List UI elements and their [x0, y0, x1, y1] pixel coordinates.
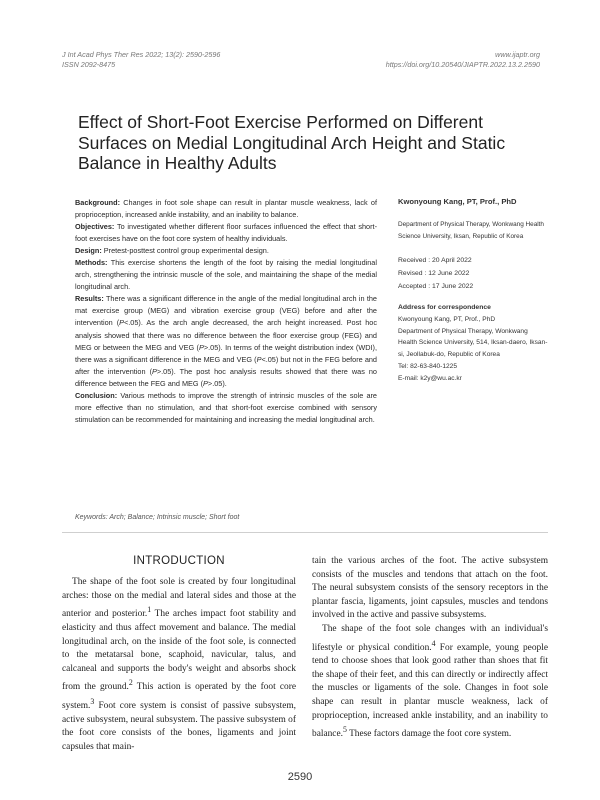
abstract-objectives: [75, 221, 377, 245]
abstract-methods: [75, 257, 377, 293]
journal-citation: [62, 50, 220, 70]
title-line-3: Balance in Healthy Adults: [78, 153, 277, 173]
intro-paragraph-2: [312, 623, 548, 742]
conclusion-text: Various methods to improve the strength of intrinsic muscles of the sole are more effective than no stimulation, and that short-foot exercise combined with sensory stimulation can be recommended for maintaining and increasing the medial longitudinal arch.: [75, 390, 377, 424]
background-label: Background:: [75, 198, 120, 207]
article-dates: [398, 254, 548, 294]
methods-text: This exercise shortens the length of the foot by raising the medial longitudinal arch, strengthening the intrinsic muscle of the sole, and maintaining the shape of the medial longitudinal arch.: [75, 258, 377, 292]
p2-text-b: For example, young people tend to choose shoes that look good rather than shoes that fit the shape of their feet, and this can directly or indirectly affect the muscles or ligaments of the sole. Changes in foot sole shape can result in plantar muscle weakness, lack of proprioception, increased ankle instability, and an inability to balance.: [312, 642, 548, 740]
correspondence-address: Department of Physical Therapy, Wonkwang Health Science University, 514, Iksan-daero, Iksan-si, Jeollabuk-do, Republic of Korea: [398, 327, 548, 359]
results-text: There was a significant difference in the angle of the medial longitudinal arch in the mat exercise group (MEG) and vibration exercise group (VEG) before and after the intervention (P<.05). As the arch angle decreased, the arch height increased. Post hoc analysis showed that there was no difference between the floor exercise group (FEG) and MEG or between the MEG and VEG (P>.05). In terms of the weight distribution index (WDI), there was a significant difference in the MEG and VEG (P<.05) but not in the FEG before and after the intervention (P>.05). The post hoc analysis results showed that there was no difference between the FEG and MEG (P>.05).: [75, 294, 377, 388]
p-value-symbol: P: [256, 354, 262, 364]
intro-column-right: [312, 555, 548, 742]
design-label: Design:: [75, 246, 102, 256]
website-link[interactable]: www.ijaptr.org: [495, 50, 540, 59]
article-title: [78, 112, 548, 174]
intro-paragraph-1-continued: tain the various arches of the foot. The active subsystem consists of the muscles and tendons that attach on the foot. The neural subsystem consists of the sensory receptors in the plantar fascia, ligaments, joint capsules, muscles and tendons involved in the active and passive subsystems.: [312, 556, 548, 621]
citation-5: 5: [342, 725, 347, 735]
p1-text-d: Foot core system is consist of passive subsystem, active subsystem, neural subsystem. The passive subsystem of the foot core consists of the bones, ligaments and joint capsules that main-: [62, 701, 296, 752]
abstract-background: [75, 197, 377, 221]
design-text: Pretest-posttest control group experimental design.: [101, 246, 269, 256]
p-value-symbol: P: [119, 318, 124, 328]
correspondence-block: [398, 314, 548, 385]
p-value-symbol: P: [198, 342, 204, 352]
p2-text-a: The shape of the foot sole changes with an individual's lifestyle or physical condition.: [312, 623, 548, 653]
correspondence-name: Kwonyoung Kang, PT, Prof., PhD: [398, 315, 496, 323]
results-label: Results:: [75, 294, 104, 304]
issn: ISSN 2092-8475: [62, 60, 116, 69]
author-department: Department of Physical Therapy, Wonkwang Health Science University, Iksan, Republic of Korea: [398, 221, 544, 240]
accepted-date: Accepted : 17 June 2022: [398, 283, 474, 291]
intro-column-left: [62, 576, 296, 755]
citation-1: 1: [147, 605, 152, 615]
citation-2: 2: [128, 678, 133, 688]
p-value-symbol: P: [203, 378, 208, 388]
keywords: Keywords: Arch; Balance; Intrinsic muscle; Short foot: [75, 514, 240, 521]
p2-text-c: These factors damage the foot core system.: [346, 729, 512, 740]
citation-3: 3: [90, 697, 95, 706]
p1-text-a: The shape of the foot sole is created by four longitudinal arches: those on the medial and lateral sides and those at the anterior and posterior.: [62, 577, 296, 620]
page-number: 2590: [287, 771, 313, 783]
correspondence-email[interactable]: E-mail: k2y@wu.ac.kr: [398, 375, 462, 383]
correspondence-heading: Address for correspondence: [398, 303, 491, 311]
author-name: Kwonyoung Kang, PT, Prof., PhD: [398, 197, 517, 206]
citation-4: 4: [431, 638, 436, 648]
abstract-conclusion: [75, 390, 377, 426]
abstract-results: [75, 293, 377, 389]
title-line-2: Surfaces on Medial Longitudinal Arch Height and Static: [78, 132, 506, 153]
p1-text-b: The arches impact foot stability and elasticity and thus affect movement and balance. The medial longitudinal arch, on the inside of the foot sole, is connected to the metatarsal bone, scaphoid, navicular, talus, and calcaneal and supports the body's weight and absorbs shock from the ground.: [62, 609, 296, 693]
intro-heading: INTRODUCTION: [133, 555, 225, 567]
objectives-label: Objectives:: [75, 222, 115, 232]
p1-text-c: This action is operated by the foot core system.: [62, 682, 296, 712]
journal-ref: J Int Acad Phys Ther Res 2022; 13(2): 2590-2596: [62, 50, 221, 59]
abstract: [75, 197, 377, 426]
revised-date: Revised : 12 June 2022: [398, 270, 470, 278]
author-info: [398, 196, 548, 385]
intro-paragraph-1: [62, 576, 296, 755]
conclusion-label: Conclusion:: [75, 390, 118, 400]
background-text: Changes in foot sole shape can result in plantar muscle weakness, lack of proprioception, increased ankle instability, and an inability to balance.: [75, 198, 377, 220]
correspondence-tel: Tel: 82-63-840-1225: [398, 363, 458, 371]
objectives-text: To investigated whether different floor surfaces influenced the effect that short-foot exercises have on the foot core system of healthy individuals.: [75, 222, 377, 244]
abstract-design: [75, 245, 377, 257]
title-line-1: Effect of Short-Foot Exercise Performed on Different: [78, 112, 483, 132]
methods-label: Methods:: [75, 258, 108, 268]
journal-links: [386, 50, 540, 70]
received-date: Received : 20 April 2022: [398, 257, 472, 264]
section-divider: [62, 532, 548, 533]
p-value-symbol: P: [152, 366, 157, 376]
doi-link[interactable]: https://doi.org/10.20540/JIAPTR.2022.13.2.2590: [385, 60, 540, 69]
